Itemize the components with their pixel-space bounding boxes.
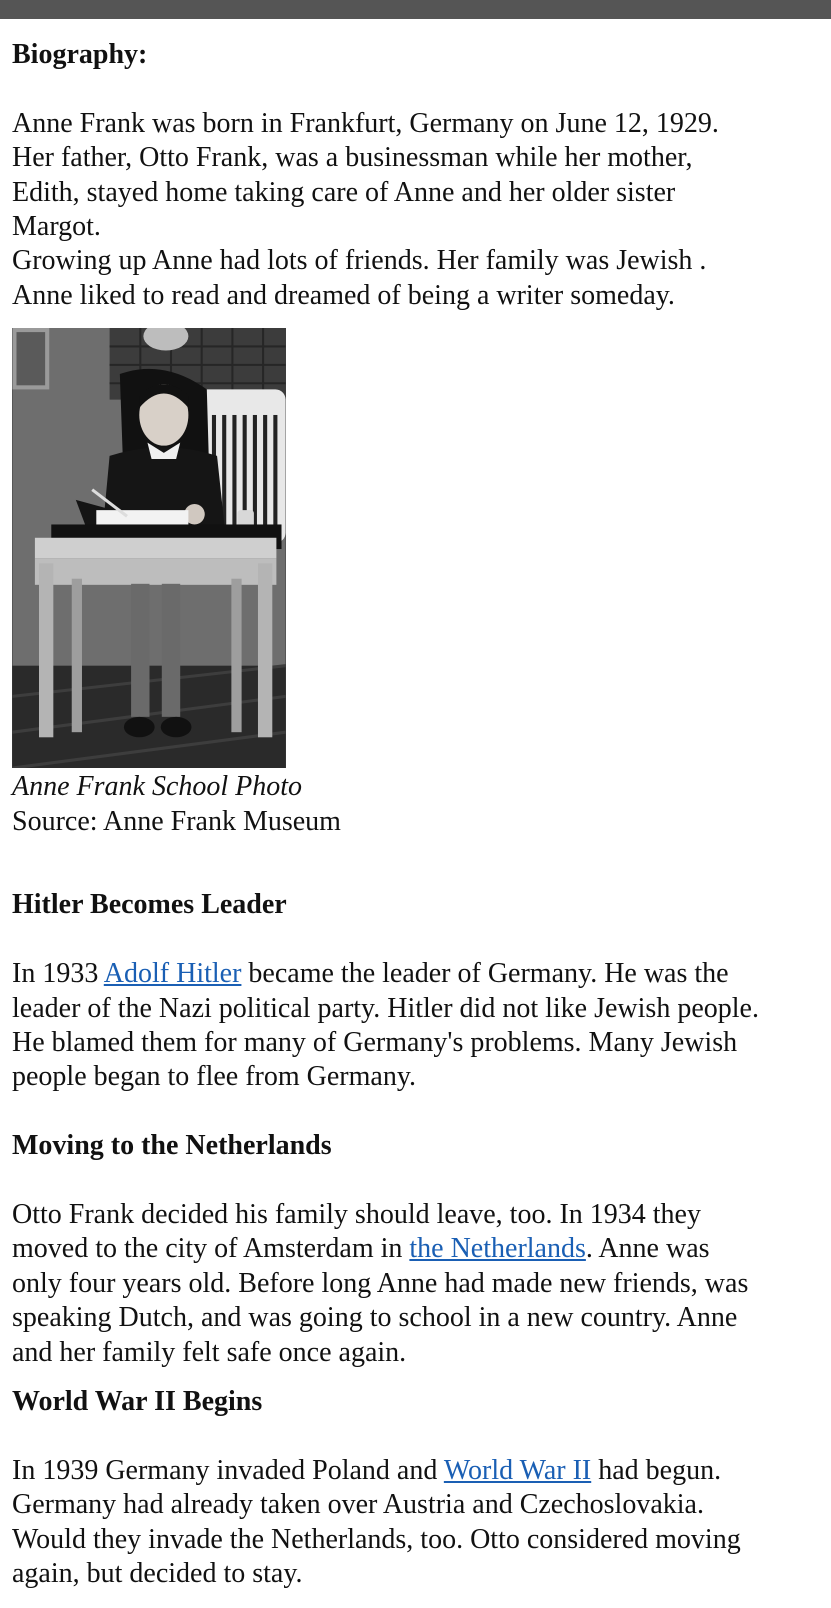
text-line: only four years old. Before long Anne had made new friends, was	[12, 1267, 749, 1299]
text-line: Would they invade the Netherlands, too. Otto considered moving	[12, 1523, 741, 1555]
hitler-paragraph	[12, 957, 824, 1095]
article-content	[12, 38, 824, 1592]
world-war-ii-link[interactable]: World War II	[443, 1454, 592, 1486]
text-line: Margot.	[12, 211, 101, 243]
text-line: and her family felt safe once again.	[12, 1336, 407, 1368]
text-line: leader of the Nazi political party. Hitler did not like Jewish people.	[12, 992, 759, 1024]
text-fragment: . Anne was	[585, 1233, 710, 1265]
text-fragment: became the leader of Germany. He was the	[241, 958, 729, 990]
photo-caption: Anne Frank School Photo	[12, 771, 303, 803]
netherlands-heading: Moving to the Netherlands	[12, 1130, 332, 1162]
text-fragment: In 1939 Germany invaded Poland and	[12, 1454, 444, 1486]
biography-heading: Biography:	[12, 39, 148, 70]
text-line: again, but decided to stay.	[12, 1558, 303, 1590]
text-fragment: In 1933	[12, 958, 104, 990]
hitler-heading: Hitler Becomes Leader	[12, 889, 287, 921]
text-line: speaking Dutch, and was going to school in a new country. Anne	[12, 1302, 738, 1334]
adolf-hitler-link[interactable]: Adolf Hitler	[103, 958, 242, 990]
ww2-heading: World War II Begins	[12, 1386, 263, 1418]
photo-source: Source: Anne Frank Museum	[12, 805, 341, 837]
top-toolbar	[0, 0, 831, 19]
ww2-paragraph	[12, 1454, 824, 1592]
text-line: Her father, Otto Frank, was a businessman while her mother,	[12, 142, 693, 174]
text-line	[12, 1232, 824, 1266]
netherlands-paragraph	[12, 1198, 824, 1370]
text-line: Anne Frank was born in Frankfurt, Germany on June 12, 1929.	[12, 107, 719, 139]
text-line	[12, 957, 824, 991]
text-line: He blamed them for many of Germany's problems. Many Jewish	[12, 1027, 738, 1059]
text-line: Anne liked to read and dreamed of being a writer someday.	[12, 279, 675, 311]
text-line: people began to flee from Germany.	[12, 1061, 417, 1093]
text-line: Otto Frank decided his family should leave, too. In 1934 they	[12, 1199, 701, 1231]
text-line: Growing up Anne had lots of friends. Her family was Jewish .	[12, 245, 707, 277]
the-netherlands-link[interactable]: the Netherlands	[409, 1233, 586, 1265]
text-fragment: had begun.	[591, 1454, 722, 1486]
anne-frank-photo	[12, 328, 286, 768]
text-fragment: moved to the city of Amsterdam in	[12, 1233, 410, 1265]
text-line: Germany had already taken over Austria and Czechoslovakia.	[12, 1489, 704, 1521]
biography-paragraph	[12, 107, 824, 313]
text-line: Edith, stayed home taking care of Anne and her older sister	[12, 176, 676, 208]
text-line	[12, 1454, 824, 1488]
